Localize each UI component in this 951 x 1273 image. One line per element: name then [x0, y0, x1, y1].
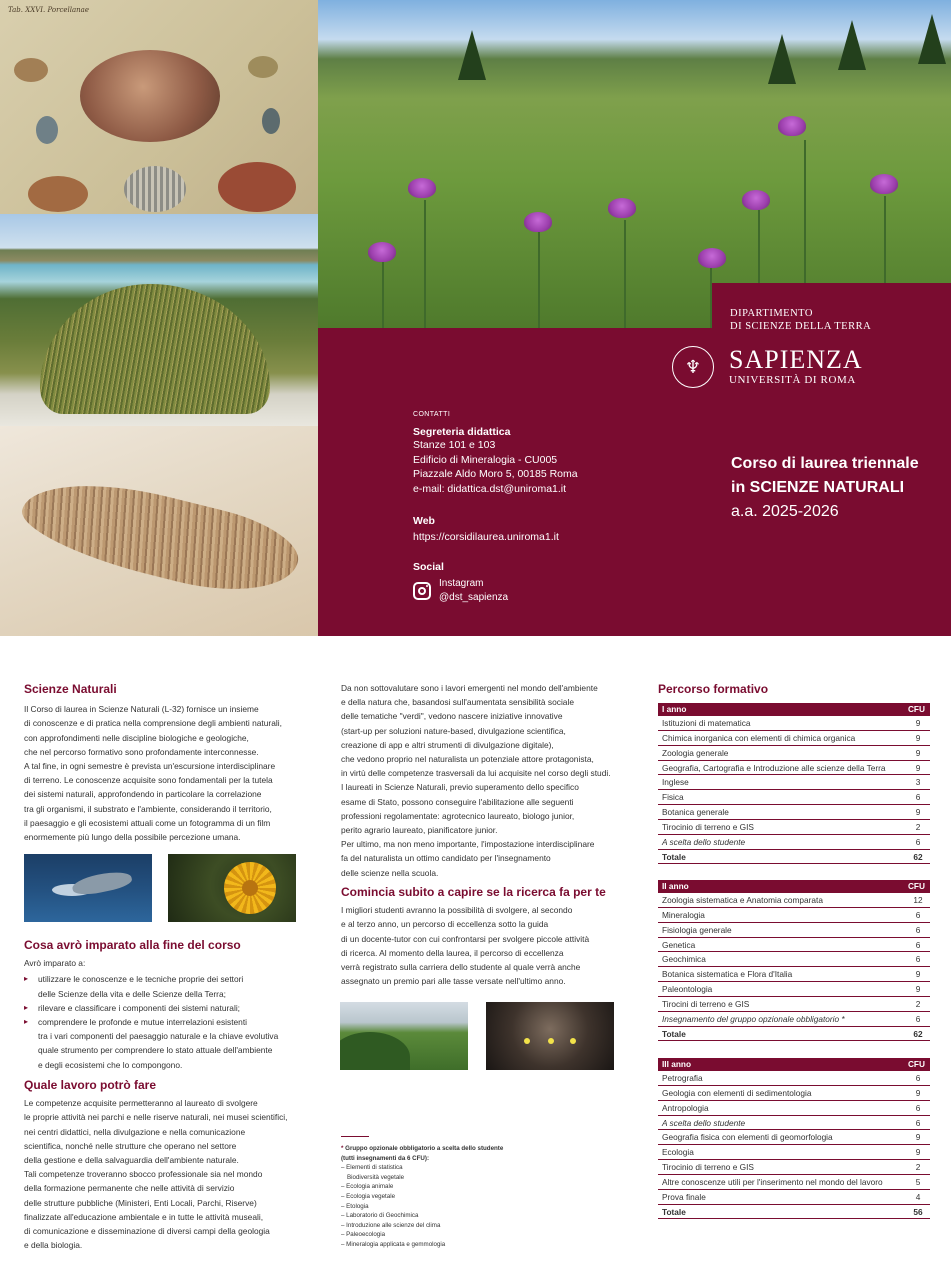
course-name: Totale	[662, 1028, 686, 1039]
footnote-item: – Elementi di statistica	[341, 1164, 403, 1172]
course-name: Geochimica	[662, 954, 706, 965]
list-item: ▸ comprendere le profonde e mutue interrelazioni esistenti tra i vari componenti del paesaggio naturale e la chiave evolutiva quale strumento per comprendere lo stato attuale dell'ambiente e degli ecosistemi che lo compongono.	[24, 1015, 324, 1072]
table-total-row	[658, 1027, 930, 1042]
alpine-meadow-photo	[318, 0, 951, 328]
table-total-row	[658, 850, 930, 865]
course-cfu: 9	[915, 1132, 921, 1143]
table-row	[658, 1101, 930, 1116]
thistle-stem	[382, 262, 384, 328]
course-cfu: 6	[915, 909, 921, 920]
list-item: ▸ rilevare e classificare i componenti dei sistemi naturali;	[24, 1001, 324, 1015]
course-cfu: 9	[915, 1147, 921, 1158]
course-name: Tirocinio di terreno e GIS	[662, 821, 754, 832]
segreteria-email[interactable]: e-mail: didattica.dst@uniroma1.it	[413, 482, 567, 495]
table-row	[658, 805, 930, 820]
tree	[458, 30, 486, 80]
cfu-header: CFU	[907, 1059, 925, 1069]
table-row	[658, 952, 930, 967]
course-cfu: 6	[915, 1102, 921, 1113]
course-name: Chimica inorganica con elementi di chimica organica	[662, 732, 856, 743]
year-table-header	[658, 1058, 930, 1071]
course-name: A scelta dello studente	[662, 836, 746, 847]
course-name: Zoologia generale	[662, 747, 729, 758]
table-row	[658, 1130, 930, 1145]
course-cfu: 12	[913, 895, 923, 905]
course-name: Fisica	[662, 792, 684, 803]
table-row	[658, 1116, 930, 1131]
dandelion-photo	[168, 854, 296, 922]
course-name: Antropologia	[662, 1102, 709, 1113]
tree	[768, 34, 796, 84]
footnote-star: *	[341, 1145, 344, 1152]
course-name: Tirocinio di terreno e GIS	[662, 1162, 754, 1173]
footnote-item: – Paleoecologia	[341, 1231, 386, 1239]
brand-name: SAPIENZA	[729, 345, 863, 374]
course-cfu: 9	[915, 747, 921, 758]
thistle-flower	[742, 190, 770, 210]
footnote-rule	[341, 1136, 369, 1137]
footnote-item: Biodiversità vegetale	[347, 1173, 405, 1181]
course-cfu: 6	[915, 924, 921, 935]
course-name: Petrografia	[662, 1073, 703, 1083]
intro-paragraph: Il Corso di laurea in Scienze Naturali (L-32) fornisce un insieme di conoscenze e di pratica nella comprensione degli ambienti naturali, con approfondimenti nelle discipline biologiche e geologiche, che nel percorso formativo sono profondamente interconnesse. A tal fine, in ogni semestre è prevista un'escursione interdisciplinare di terreno. Le conoscenze acquisite sono fondamentali per la tutela dei sistemi naturali, approfondendo in particolare la correlazione tra gli organismi, il substrato e l'ambiente, considerando il territorio, il paesaggio e gli ecosistemi attuali come un fotogramma di un film enormemente più lungo della possibile percezione umana.	[24, 704, 282, 843]
instagram-icon	[413, 582, 431, 600]
helmet-lamp	[548, 1038, 554, 1044]
year-table	[658, 880, 930, 1041]
course-cfu: 9	[915, 807, 921, 818]
year-table-header	[658, 703, 930, 716]
course-name: Insegnamento del gruppo opzionale obbligatorio *	[662, 1013, 845, 1024]
section-title: Scienze Naturali	[24, 682, 117, 696]
column-careers	[24, 1078, 324, 1252]
year-label: I anno	[662, 704, 687, 714]
footnote-subtitle: (tutti insegnamenti da 6 CFU):	[341, 1154, 429, 1162]
sapienza-seal-icon: ♆	[672, 346, 714, 388]
social-handle: @dst_sapienza	[439, 592, 509, 603]
segreteria-line: Edificio di Mineralogia - CU005	[413, 453, 558, 466]
footnote-item: – Ecologia animale	[341, 1183, 394, 1191]
course-cfu: 62	[913, 851, 923, 862]
course-cfu: 2	[915, 821, 921, 832]
year-table	[658, 703, 930, 864]
course-cfu: 6	[915, 954, 921, 965]
mountain-valley-photo	[340, 1002, 468, 1070]
footnote-item: – Laboratorio di Geochimica	[341, 1212, 419, 1220]
cfu-header: CFU	[907, 881, 925, 891]
section-title: Quale lavoro potrò fare	[24, 1078, 157, 1092]
table-row	[658, 835, 930, 850]
thistle-stem	[538, 230, 540, 328]
course-cfu: 4	[915, 1191, 921, 1202]
shell-plate-illustration	[0, 0, 318, 214]
course-cfu: 9	[915, 732, 921, 743]
table-row	[658, 716, 930, 731]
course-cfu: 6	[915, 1013, 921, 1024]
table-row	[658, 982, 930, 997]
web-link[interactable]: https://corsidilaurea.uniroma1.it	[413, 531, 559, 543]
dolphin-photo	[24, 854, 152, 922]
shell-small	[14, 58, 48, 82]
column-emerging-jobs	[341, 681, 641, 880]
course-title-line1: Corso di laurea triennale	[731, 455, 919, 472]
shell-large	[80, 50, 220, 142]
table-row	[658, 908, 930, 923]
contacts-caption: CONTATTI	[413, 411, 451, 418]
learning-list	[24, 972, 324, 1071]
year-label: III anno	[662, 1059, 692, 1069]
social-network: Instagram	[439, 578, 484, 589]
grass-tuft	[40, 284, 270, 414]
thistle-flower	[698, 248, 726, 268]
course-cfu: 6	[915, 792, 921, 803]
course-cfu: 9	[915, 718, 921, 728]
contacts-block	[413, 411, 578, 496]
table-row	[658, 1175, 930, 1190]
course-cfu: 2	[915, 998, 921, 1009]
academic-year: a.a. 2025-2026	[731, 503, 839, 520]
table-row	[658, 1190, 930, 1205]
segreteria-line: Piazzale Aldo Moro 5, 00185 Roma	[413, 468, 578, 480]
segreteria-line: Stanze 101 e 103	[413, 439, 496, 451]
column-research	[341, 885, 641, 988]
table-row	[658, 1012, 930, 1027]
tree	[838, 20, 866, 70]
hill	[340, 1032, 410, 1070]
course-title	[731, 452, 919, 524]
course-name: Mineralogia	[662, 909, 705, 920]
year-table	[658, 1058, 930, 1219]
course-name: Geografia fisica con elementi di geomorfologia	[662, 1132, 833, 1143]
thistle-flower	[870, 174, 898, 194]
course-name: Prova finale	[662, 1191, 706, 1202]
learning-intro: Avrò imparato a:	[24, 958, 86, 969]
table-row	[658, 731, 930, 746]
course-cfu: 9	[915, 984, 921, 995]
brand-university: UNIVERSITÀ DI ROMA	[729, 374, 856, 386]
footnote-item: – Mineralogia applicata e gemmologia	[341, 1240, 446, 1248]
course-name: Tirocini di terreno e GIS	[662, 998, 750, 1009]
social-title: Social	[413, 561, 444, 573]
thistle-stem	[424, 200, 426, 328]
thistle-flower	[368, 242, 396, 262]
shell-small	[124, 166, 186, 212]
course-name: Totale	[662, 851, 686, 862]
shell-small	[262, 108, 280, 134]
course-cfu: 6	[915, 939, 921, 950]
emerging-paragraph: Da non sottovalutare sono i lavori emergenti nel mondo dell'ambiente e della natura che, basandosi sull'aumentata sensibilità sociale delle tematiche "verdi", vedono nascere iniziative innovative (start-up per soluzioni nature-based, divulgazione scientifica, creazione di app e altri strumenti di divulgazione digitale), che vedono proprio nel naturalista un potenziale attore protagonista, in virtù delle competenze trasversali da lui acquisite nel corso degli studi. I laureati in Scienze Naturali, previo superamento dello specifico esame di Stato, possono conseguire l'abilitazione alle seguenti professioni regolamentate: agrotecnico laureato, biologo junior, perito agrario laureato, pianificatore junior. Per ultimo, ma non meno importante, l'impostazione interdisciplinare fa del naturalista un ottimo candidato per l'insegnamento delle scienze nella scuola.	[341, 683, 611, 878]
web-block	[413, 515, 559, 543]
table-row	[658, 1071, 930, 1086]
table-row	[658, 1160, 930, 1175]
course-name: Zoologia sistematica e Anatomia comparata	[662, 895, 823, 905]
course-title-line2: in SCIENZE NATURALI	[731, 479, 905, 496]
course-cfu: 5	[915, 1176, 921, 1187]
cfu-header: CFU	[907, 704, 925, 714]
table-row	[658, 790, 930, 805]
fossil-fish	[14, 463, 305, 608]
section-title: Cosa avrò imparato alla fine del corso	[24, 938, 241, 952]
thistle-stem	[624, 220, 626, 328]
course-name: Paleontologia	[662, 984, 713, 995]
plate-title: Tab. XXVI. Porcellanae	[8, 6, 89, 14]
course-cfu: 3	[915, 777, 921, 788]
section-title: Comincia subito a capire se la ricerca fa per te	[341, 885, 606, 899]
year-label: II anno	[662, 881, 689, 891]
list-item: ▸ utilizzare le conoscenze e le tecniche proprie dei settori delle Scienze della vita e delle Scienze della Terra;	[24, 972, 324, 1000]
shell-small	[28, 176, 88, 212]
course-name: Botanica sistematica e Flora d'Italia	[662, 969, 793, 980]
tree	[918, 14, 946, 64]
university-logo	[729, 346, 863, 386]
column-intro	[24, 682, 324, 844]
course-name: Botanica generale	[662, 807, 729, 818]
table-row	[658, 1145, 930, 1160]
footnote-item: – Introduzione alle scienze del clima	[341, 1221, 441, 1229]
social-block	[413, 561, 508, 605]
course-name: Istituzioni di matematica	[662, 718, 751, 728]
table-row	[658, 997, 930, 1012]
table-total-row	[658, 1205, 930, 1220]
course-cfu: 9	[915, 762, 921, 773]
course-name: Inglese	[662, 777, 689, 788]
year-table-header	[658, 880, 930, 893]
shell-small	[218, 162, 296, 212]
instagram-link[interactable]	[413, 577, 508, 605]
thistle-flower	[524, 212, 552, 232]
course-name: Genetica	[662, 939, 696, 950]
course-name: Fisiologia generale	[662, 924, 732, 935]
research-paragraph: I migliori studenti avranno la possibilità di svolgere, al secondo e al terzo anno, un percorso di eccellenza sotto la guida di un docente-tutor con cui confrontarsi per svolgere piccole attività di ricerca. Al momento della laurea, il percorso di eccellenza verrà registrato sulla carriera dello studente al quale verrà anche assegnato un premio pari alle tasse versate nell'ultimo anno.	[341, 905, 590, 987]
course-name: Totale	[662, 1206, 686, 1217]
dolphin	[71, 868, 133, 898]
helmet-lamp	[570, 1038, 576, 1044]
table-row	[658, 923, 930, 938]
course-cfu: 9	[915, 969, 921, 980]
web-title: Web	[413, 515, 435, 527]
course-cfu: 9	[915, 1087, 921, 1098]
course-cfu: 6	[915, 1073, 921, 1083]
department-name: DIPARTIMENTO DI SCIENZE DELLA TERRA	[730, 308, 872, 332]
careers-paragraph: Le competenze acquisite permetteranno al laureato di svolgere le proprie attività nei parchi e nelle riserve naturali, nei musei scientifici, nei centri didattici, nella divulgazione e nella comunicazione scientifica, nonché nelle strutture che operano nel settore della gestione e della salvaguardia dell'ambiente naturale. Tali competenze troveranno sbocco professionale sia nel mondo della formazione permanente che nelle attività di servizio delle strutture pubbliche (Ministeri, Enti Locali, Parchi, Riserve) finalizzate all'educazione ambientale e in tutte le attività museali, di comunicazione e disseminazione di diversi campi della geologia e della biologia.	[24, 1098, 288, 1251]
table-row	[658, 893, 930, 908]
table-row	[658, 938, 930, 953]
table-row	[658, 967, 930, 982]
footnote-item: – Etologia	[341, 1202, 369, 1210]
table-row	[658, 775, 930, 790]
thistle-flower	[608, 198, 636, 218]
curriculum-title: Percorso formativo	[658, 682, 769, 696]
shell-small	[36, 116, 58, 144]
course-name: Geologia con elementi di sedimentologia	[662, 1087, 812, 1098]
course-name: A scelta dello studente	[662, 1117, 746, 1128]
coastal-dune-photo	[0, 214, 318, 426]
table-row	[658, 746, 930, 761]
course-cfu: 56	[913, 1206, 923, 1217]
course-cfu: 62	[913, 1028, 923, 1039]
table-row	[658, 761, 930, 776]
table-row	[658, 820, 930, 835]
shell-small	[248, 56, 278, 78]
flower-core	[242, 880, 258, 896]
fossil-fish-photo	[0, 426, 318, 636]
thistle-flower	[778, 116, 806, 136]
helmet-lamp	[524, 1038, 530, 1044]
column-learning	[24, 938, 324, 1072]
segreteria-title: Segreteria didattica	[413, 426, 511, 438]
course-name: Geografia, Cartografia e Introduzione alle scienze della Terra	[662, 762, 886, 773]
table-row	[658, 1086, 930, 1101]
course-cfu: 2	[915, 1162, 921, 1173]
footnote	[341, 1144, 503, 1250]
course-name: Ecologia	[662, 1147, 694, 1158]
course-name: Altre conoscenze utili per l'inserimento nel mondo del lavoro	[662, 1176, 883, 1187]
course-cfu: 6	[915, 1117, 921, 1128]
cave-exploration-photo	[486, 1002, 614, 1070]
course-cfu: 6	[915, 836, 921, 847]
thistle-flower	[408, 178, 436, 198]
footnote-item: – Ecologia vegetale	[341, 1192, 396, 1200]
footnote-title: Gruppo opzionale obbligatorio a scelta dello studente	[345, 1145, 504, 1152]
